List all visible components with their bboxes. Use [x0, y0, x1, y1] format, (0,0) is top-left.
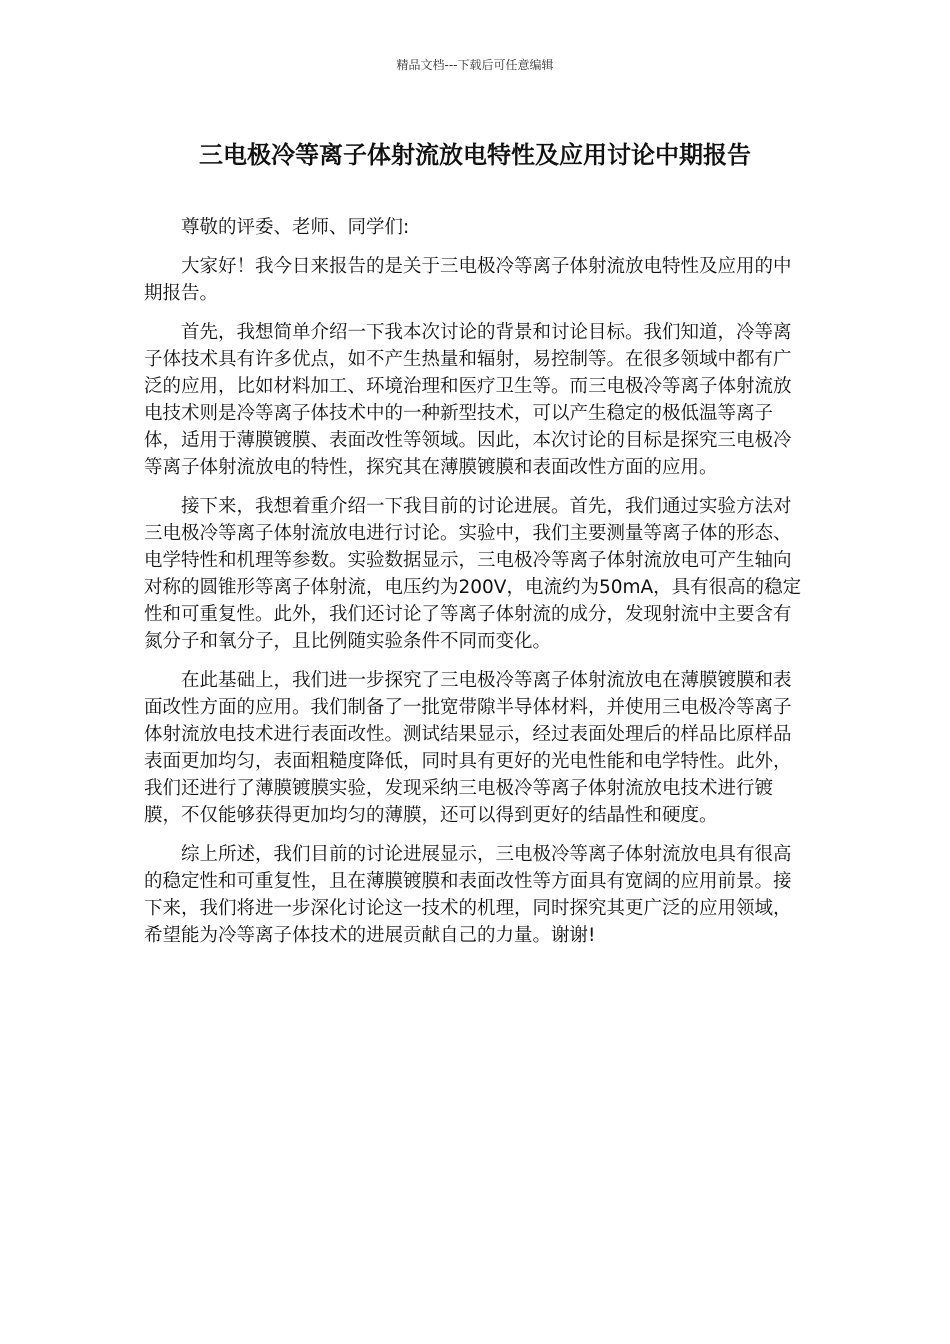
application-paragraph: 在此基础上，我们进一步探究了三电极冷等离子体射流放电在薄膜镀膜和表面改性方面的应用。我们制备了一批宽带隙半导体材料，并使用三电极冷等离子体射流放电技术进行表面改性。测试结果显示，经过表面处理后的样品比原样品表面更加均匀，表面粗糙度降低，同时具有更好的光电性能和电学特性。此外，我们还进行了薄膜镀膜实验，发现采纳三电极冷等离子体射流放电技术进行镀膜，不仅能够获得更加均匀的薄膜，还可以得到更好的结晶性和硬度。 [144, 670, 792, 826]
document-body [144, 214, 804, 961]
background-paragraph: 首先，我想简单介绍一下我本次讨论的背景和讨论目标。我们知道，冷等离子体技术具有许多优点，如不产生热量和辐射，易控制等。在很多领域中都有广泛的应用，比如材料加工、环境治理和医疗卫生等。而三电极冷等离子体射流放电技术则是冷等离子体技术中的一种新型技术，可以产生稳定的极低温等离子体，适用于薄膜镀膜、表面改性等领域。因此，本次讨论的目标是探究三电极冷等离子体射流放电的特性，探究其在薄膜镀膜和表面改性方面的应用。 [144, 322, 792, 478]
intro-paragraph: 大家好！我今日来报告的是关于三电极冷等离子体射流放电特性及应用的中期报告。 [144, 256, 792, 304]
salutation-paragraph: 尊敬的评委、老师、同学们: [181, 217, 410, 238]
progress-paragraph: 接下来，我想着重介绍一下我目前的讨论进展。首先，我们通过实验方法对三电极冷等离子体射流放电进行讨论。实验中，我们主要测量等离子体的形态、电学特性和机理等参数。实验数据显示，三电极冷等离子体射流放电可产生轴向对称的圆锥形等离子体射流，电压约为200V，电流约为50mA，具有很高的稳定性和可重复性。此外，我们还讨论了等离子体射流的成分，发现射流中主要含有氮分子和氧分子，且比例随实验条件不同而变化。 [144, 496, 802, 652]
document-title: 三电极冷等离子体射流放电特性及应用讨论中期报告 [199, 141, 751, 169]
header-note: 精品文档---下载后可任意编辑 [396, 58, 554, 72]
conclusion-paragraph: 综上所述，我们目前的讨论进展显示，三电极冷等离子体射流放电具有很高的稳定性和可重复性，且在薄膜镀膜和表面改性等方面具有宽阔的应用前景。接下来，我们将进一步深化讨论这一技术的机理，同时探究其更广泛的应用领域，希望能为冷等离子体技术的进展贡献自己的力量。谢谢! [144, 844, 792, 946]
